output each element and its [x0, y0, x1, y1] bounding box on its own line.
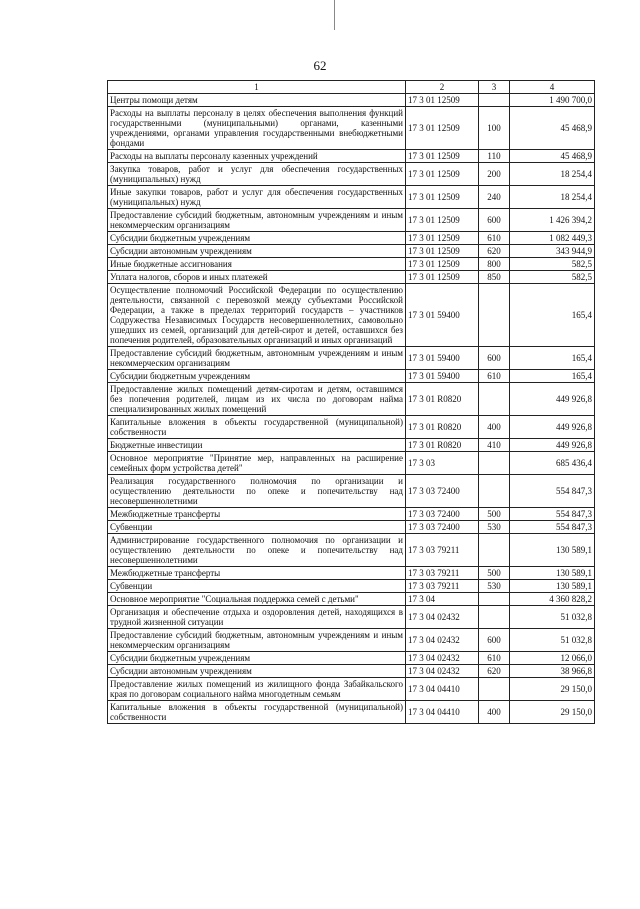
amount-cell: 45 468,9 [510, 107, 595, 150]
amount-cell: 130 589,1 [510, 580, 595, 593]
target-code-cell: 17 3 04 02432 [406, 652, 479, 665]
expense-type-cell [479, 534, 510, 567]
expense-type-cell: 530 [479, 580, 510, 593]
target-code-cell: 17 3 01 12509 [406, 271, 479, 284]
amount-cell: 449 926,8 [510, 383, 595, 416]
target-code-cell: 17 3 04 [406, 593, 479, 606]
item-name-cell: Иные закупки товаров, работ и услуг для обеспечения государственных (муниципальных) нужд [108, 186, 406, 209]
column-header: 3 [479, 81, 510, 94]
amount-cell: 554 847,3 [510, 508, 595, 521]
item-name-cell: Уплата налогов, сборов и иных платежей [108, 271, 406, 284]
amount-cell: 12 066,0 [510, 652, 595, 665]
expense-type-cell: 400 [479, 701, 510, 724]
table-row [108, 475, 595, 508]
table-row [108, 701, 595, 724]
target-code-cell: 17 3 04 02432 [406, 629, 479, 652]
table-row [108, 606, 595, 629]
expense-type-cell: 100 [479, 107, 510, 150]
expense-type-cell: 610 [479, 652, 510, 665]
expense-type-cell: 850 [479, 271, 510, 284]
item-name-cell: Субсидии бюджетным учреждениям [108, 652, 406, 665]
expense-type-cell: 800 [479, 258, 510, 271]
table-row [108, 580, 595, 593]
item-name-cell: Предоставление жилых помещений из жилищного фонда Забайкальского края по договорам социального найма многодетным семьям [108, 678, 406, 701]
expense-type-cell: 410 [479, 439, 510, 452]
amount-cell: 165,4 [510, 347, 595, 370]
target-code-cell: 17 3 04 02432 [406, 606, 479, 629]
item-name-cell: Капитальные вложения в объекты государственной (муниципальной) собственности [108, 416, 406, 439]
expense-type-cell: 500 [479, 508, 510, 521]
amount-cell: 51 032,8 [510, 606, 595, 629]
amount-cell: 449 926,8 [510, 416, 595, 439]
expense-type-cell [479, 678, 510, 701]
amount-cell: 343 944,9 [510, 245, 595, 258]
target-code-cell: 17 3 04 04410 [406, 678, 479, 701]
item-name-cell: Закупка товаров, работ и услуг для обеспечения государственных (муниципальных) нужд [108, 163, 406, 186]
table-row [108, 439, 595, 452]
item-name-cell: Организация и обеспечение отдыха и оздоровления детей, находящихся в трудной жизненной ситуации [108, 606, 406, 629]
table-row [108, 284, 595, 347]
target-code-cell: 17 3 01 12509 [406, 94, 479, 107]
target-code-cell: 17 3 01 12509 [406, 107, 479, 150]
amount-cell: 554 847,3 [510, 521, 595, 534]
amount-cell: 130 589,1 [510, 534, 595, 567]
target-code-cell: 17 3 03 72400 [406, 475, 479, 508]
column-header: 1 [108, 81, 406, 94]
expense-type-cell [479, 475, 510, 508]
table-row [108, 258, 595, 271]
item-name-cell: Предоставление жилых помещений детям-сиротам и детям, оставшимся без попечения родителей, лицам из их числа по договорам найма специализированных жилых помещений [108, 383, 406, 416]
item-name-cell: Основное мероприятие "Принятие мер, направленных на расширение семейных форм устройства детей" [108, 452, 406, 475]
amount-cell: 1 082 449,3 [510, 232, 595, 245]
amount-cell: 51 032,8 [510, 629, 595, 652]
table-row [108, 383, 595, 416]
amount-cell: 582,5 [510, 271, 595, 284]
amount-cell: 165,4 [510, 370, 595, 383]
table-row [108, 452, 595, 475]
amount-cell: 18 254,4 [510, 163, 595, 186]
target-code-cell: 17 3 01 12509 [406, 245, 479, 258]
table-row [108, 629, 595, 652]
item-name-cell: Субсидии бюджетным учреждениям [108, 370, 406, 383]
item-name-cell: Межбюджетные трансферты [108, 567, 406, 580]
fold-line [334, 0, 335, 30]
table-row [108, 567, 595, 580]
item-name-cell: Субсидии бюджетным учреждениям [108, 232, 406, 245]
expense-type-cell: 620 [479, 245, 510, 258]
column-header: 4 [510, 81, 595, 94]
item-name-cell: Центры помощи детям [108, 94, 406, 107]
target-code-cell: 17 3 03 [406, 452, 479, 475]
amount-cell: 45 468,9 [510, 150, 595, 163]
table-row [108, 245, 595, 258]
expense-type-cell [479, 94, 510, 107]
item-name-cell: Реализация государственного полномочия по организации и осуществлению деятельности по опеке и попечительству над несовершеннолетними [108, 475, 406, 508]
target-code-cell: 17 3 01 R0820 [406, 439, 479, 452]
table-row [108, 347, 595, 370]
item-name-cell: Бюджетные инвестиции [108, 439, 406, 452]
table-row [108, 508, 595, 521]
target-code-cell: 17 3 01 12509 [406, 163, 479, 186]
table-row [108, 150, 595, 163]
table-row [108, 209, 595, 232]
table-row [108, 107, 595, 150]
item-name-cell: Предоставление субсидий бюджетным, автономным учреждениям и иным некоммерческим организациям [108, 209, 406, 232]
expense-type-cell: 530 [479, 521, 510, 534]
item-name-cell: Администрирование государственного полномочия по организации и осуществлению деятельности по опеке и попечительству над несовершеннолетними [108, 534, 406, 567]
item-name-cell: Капитальные вложения в объекты государственной (муниципальной) собственности [108, 701, 406, 724]
item-name-cell: Субвенции [108, 580, 406, 593]
item-name-cell: Предоставление субсидий бюджетным, автономным учреждениям и иным некоммерческим организациям [108, 347, 406, 370]
target-code-cell: 17 3 03 72400 [406, 521, 479, 534]
target-code-cell: 17 3 01 12509 [406, 150, 479, 163]
expense-type-cell: 110 [479, 150, 510, 163]
table-row [108, 370, 595, 383]
table-row [108, 652, 595, 665]
item-name-cell: Осуществление полномочий Российской Федерации по осуществлению деятельности, связанной с перевозкой между субъектами Российской Федерации, а также в пределах территорий государств – участников Содружества Независимых Государств несовершеннолетних, самовольно ушедших из семей, организаций для детей-сирот и детей, оставшихся без попечения родителей, образовательных организаций и иных организаций [108, 284, 406, 347]
table-header-row [108, 81, 595, 94]
table-row [108, 665, 595, 678]
expense-type-cell [479, 593, 510, 606]
target-code-cell: 17 3 01 R0820 [406, 416, 479, 439]
target-code-cell: 17 3 04 02432 [406, 665, 479, 678]
amount-cell: 165,4 [510, 284, 595, 347]
table-row [108, 232, 595, 245]
expense-type-cell: 600 [479, 209, 510, 232]
amount-cell: 130 589,1 [510, 567, 595, 580]
target-code-cell: 17 3 03 72400 [406, 508, 479, 521]
expense-type-cell [479, 606, 510, 629]
expense-type-cell: 240 [479, 186, 510, 209]
target-code-cell: 17 3 01 12509 [406, 209, 479, 232]
column-header: 2 [406, 81, 479, 94]
table-row [108, 521, 595, 534]
table-row [108, 186, 595, 209]
budget-table [107, 80, 595, 724]
target-code-cell: 17 3 01 12509 [406, 258, 479, 271]
expense-type-cell [479, 284, 510, 347]
item-name-cell: Субсидии автономным учреждениям [108, 245, 406, 258]
amount-cell: 554 847,3 [510, 475, 595, 508]
amount-cell: 29 150,0 [510, 678, 595, 701]
target-code-cell: 17 3 01 59400 [406, 370, 479, 383]
target-code-cell: 17 3 03 79211 [406, 534, 479, 567]
target-code-cell: 17 3 01 59400 [406, 284, 479, 347]
expense-type-cell: 600 [479, 347, 510, 370]
target-code-cell: 17 3 01 12509 [406, 186, 479, 209]
page-number: 62 [313, 58, 327, 73]
item-name-cell: Межбюджетные трансферты [108, 508, 406, 521]
amount-cell: 582,5 [510, 258, 595, 271]
amount-cell: 38 966,8 [510, 665, 595, 678]
table-row [108, 534, 595, 567]
item-name-cell: Расходы на выплаты персоналу казенных учреждений [108, 150, 406, 163]
expense-type-cell: 610 [479, 232, 510, 245]
expense-type-cell [479, 452, 510, 475]
table-row [108, 163, 595, 186]
expense-type-cell: 500 [479, 567, 510, 580]
item-name-cell: Предоставление субсидий бюджетным, автономным учреждениям и иным некоммерческим организациям [108, 629, 406, 652]
target-code-cell: 17 3 01 R0820 [406, 383, 479, 416]
item-name-cell: Расходы на выплаты персоналу в целях обеспечения выполнения функций государственными (муниципальными) органами, казенными учреждениями, органами управления государственными внебюджетными фондами [108, 107, 406, 150]
target-code-cell: 17 3 01 59400 [406, 347, 479, 370]
table-row [108, 271, 595, 284]
expense-type-cell: 610 [479, 370, 510, 383]
table-body [108, 94, 595, 724]
table-row [108, 94, 595, 107]
expense-type-cell: 620 [479, 665, 510, 678]
target-code-cell: 17 3 01 12509 [406, 232, 479, 245]
amount-cell: 1 490 700,0 [510, 94, 595, 107]
amount-cell: 449 926,8 [510, 439, 595, 452]
target-code-cell: 17 3 03 79211 [406, 567, 479, 580]
target-code-cell: 17 3 03 79211 [406, 580, 479, 593]
item-name-cell: Субсидии автономным учреждениям [108, 665, 406, 678]
table-row [108, 678, 595, 701]
item-name-cell: Иные бюджетные ассигнования [108, 258, 406, 271]
amount-cell: 29 150,0 [510, 701, 595, 724]
amount-cell: 4 360 828,2 [510, 593, 595, 606]
expense-type-cell [479, 383, 510, 416]
target-code-cell: 17 3 04 04410 [406, 701, 479, 724]
table-row [108, 416, 595, 439]
amount-cell: 18 254,4 [510, 186, 595, 209]
amount-cell: 1 426 394,2 [510, 209, 595, 232]
item-name-cell: Субвенции [108, 521, 406, 534]
expense-type-cell: 200 [479, 163, 510, 186]
expense-type-cell: 600 [479, 629, 510, 652]
amount-cell: 685 436,4 [510, 452, 595, 475]
item-name-cell: Основное мероприятие "Социальная поддержка семей с детьми" [108, 593, 406, 606]
expense-type-cell: 400 [479, 416, 510, 439]
table-row [108, 593, 595, 606]
